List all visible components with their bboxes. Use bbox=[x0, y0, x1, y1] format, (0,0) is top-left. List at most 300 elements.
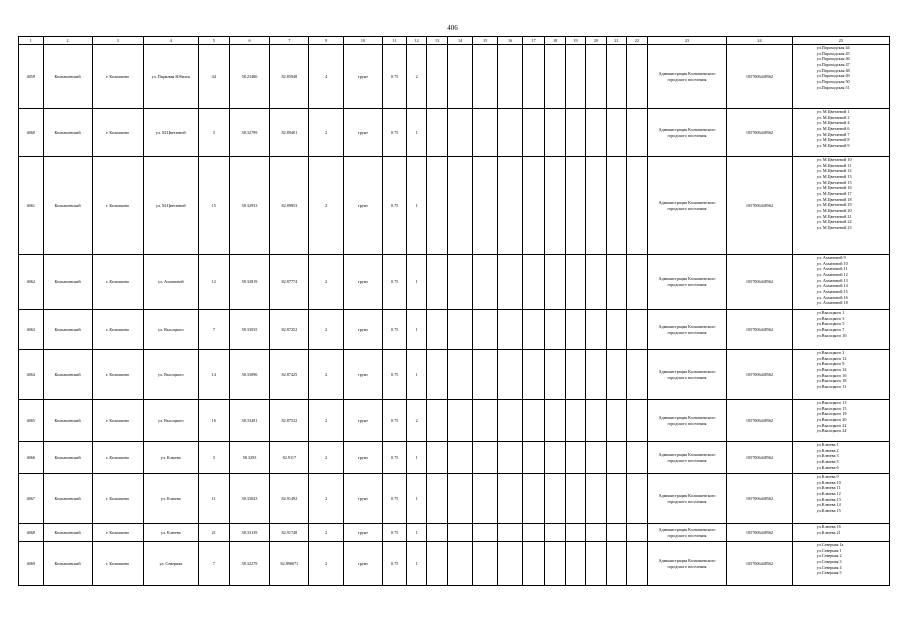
table-cell: 11 bbox=[198, 474, 229, 524]
table-row bbox=[19, 542, 890, 586]
table-cell: 1057006448562 bbox=[727, 474, 792, 524]
table-cell: 58.33139 bbox=[229, 524, 270, 542]
table-cell: Колпашевский bbox=[43, 442, 92, 474]
table-cell: 2 bbox=[407, 400, 426, 442]
table-cell bbox=[426, 255, 447, 310]
column-header: 6 bbox=[229, 37, 270, 45]
table-cell: 0.75 bbox=[382, 542, 407, 586]
table-cell: 2 bbox=[309, 310, 344, 350]
table-cell bbox=[498, 524, 523, 542]
street-address: ул.Северная 3 bbox=[816, 559, 842, 565]
table-cell: 82.87425 bbox=[270, 350, 309, 400]
table-cell: 1 bbox=[407, 157, 426, 255]
table-cell bbox=[472, 442, 498, 474]
table-cell: 82.87252 bbox=[270, 310, 309, 350]
table-cell bbox=[606, 542, 626, 586]
table-cell bbox=[545, 524, 565, 542]
column-header: 7 bbox=[270, 37, 309, 45]
street-address: ул.Клюева 21 bbox=[816, 529, 841, 535]
table-cell: 7 bbox=[198, 542, 229, 586]
street-address: ул. Ахматовой 10 bbox=[816, 260, 848, 266]
table-cell: Колпашевский bbox=[43, 542, 92, 586]
table-row bbox=[19, 45, 890, 109]
table-cell: 1057006448562 bbox=[727, 45, 792, 109]
table-cell: Колпашевский bbox=[43, 45, 92, 109]
table-cell: 58.33096 bbox=[229, 350, 270, 400]
street-address: ул. Ахматовой 11 bbox=[816, 266, 848, 272]
table-cell: грунт bbox=[344, 442, 383, 474]
table-cell bbox=[606, 524, 626, 542]
table-cell: 3 bbox=[198, 442, 229, 474]
street-address: ул.Пароходская 48 bbox=[816, 67, 850, 73]
table-cell: 0.75 bbox=[382, 400, 407, 442]
table-cell: Администрация Колпашевского городского поселения bbox=[647, 157, 727, 255]
table-cell bbox=[627, 255, 647, 310]
table-cell bbox=[627, 442, 647, 474]
street-address: ул. М.Цветаевой 22 bbox=[816, 219, 852, 225]
column-header: 24 bbox=[727, 37, 792, 45]
table-cell: 1 bbox=[407, 442, 426, 474]
street-address: ул.Высоцкого 16 bbox=[816, 372, 847, 378]
table-cell bbox=[472, 255, 498, 310]
table-cell: 82.87532 bbox=[270, 400, 309, 442]
table-cell: 1 bbox=[407, 474, 426, 524]
street-address: ул.Клюева 9 bbox=[816, 474, 839, 479]
table-cell bbox=[565, 400, 585, 442]
street-list-cell bbox=[792, 524, 889, 542]
street-address: ул.Клюева 1 bbox=[816, 442, 839, 447]
table-cell: 2 bbox=[407, 45, 426, 109]
street-address: ул. Ахматовой 18 bbox=[816, 300, 848, 306]
table-cell: Администрация Колпашевского городского поселения bbox=[647, 400, 727, 442]
table-cell bbox=[586, 310, 606, 350]
table-cell: 2 bbox=[309, 157, 344, 255]
table-cell: 1057006448562 bbox=[727, 400, 792, 442]
table-cell: Администрация Колпашевского городского поселения bbox=[647, 474, 727, 524]
street-address: ул. Ахматовой 9 bbox=[816, 255, 846, 260]
table-cell: 4069 bbox=[19, 542, 44, 586]
table-cell: 4068 bbox=[19, 524, 44, 542]
table-row bbox=[19, 524, 890, 542]
column-header: 9 bbox=[309, 37, 344, 45]
table-cell: 2 bbox=[309, 109, 344, 157]
table-cell: 82.89853 bbox=[270, 157, 309, 255]
table-cell bbox=[565, 442, 585, 474]
table-cell bbox=[448, 400, 473, 442]
table-cell bbox=[565, 350, 585, 400]
street-address: ул. М.Цветаевой 10 bbox=[816, 157, 852, 162]
street-address: ул. М.Цветаевой 21 bbox=[816, 213, 852, 219]
street-address: ул. М.Цветаевой 18 bbox=[816, 196, 852, 202]
street-address: ул.Высоцкого 7 bbox=[816, 327, 845, 333]
table-cell: 0.75 bbox=[382, 350, 407, 400]
street-address: ул. Ахматовой 12 bbox=[816, 272, 848, 278]
table-cell: 2 bbox=[309, 524, 344, 542]
table-cell: Администрация Колпашевского городского поселения bbox=[647, 442, 727, 474]
table-cell bbox=[448, 542, 473, 586]
table-cell: грунт bbox=[344, 474, 383, 524]
table-cell: 0.75 bbox=[382, 109, 407, 157]
table-cell: Администрация Колпашевского городского поселения bbox=[647, 45, 727, 109]
street-address: ул.Высоцкого 11 bbox=[816, 384, 847, 390]
street-address: ул.Высоцкого 22 bbox=[816, 422, 847, 428]
table-cell: 4062 bbox=[19, 255, 44, 310]
table-cell: 82.91492 bbox=[270, 474, 309, 524]
table-cell: 4061 bbox=[19, 157, 44, 255]
street-address: ул.Высоцкого 2 bbox=[816, 350, 845, 355]
street-address: ул. М.Цветаевой 1 bbox=[816, 109, 850, 114]
table-cell: грунт bbox=[344, 157, 383, 255]
table-cell bbox=[498, 157, 523, 255]
street-address: ул. М.Цветаевой 17 bbox=[816, 191, 852, 197]
table-cell bbox=[426, 109, 447, 157]
table-cell: грунт bbox=[344, 524, 383, 542]
table-cell bbox=[498, 474, 523, 524]
table-cell: г. Колпашево bbox=[92, 255, 143, 310]
table-cell: Администрация Колпашевского городского поселения bbox=[647, 524, 727, 542]
street-address: ул.Высоцкого 3 bbox=[816, 315, 845, 321]
table-cell bbox=[522, 350, 544, 400]
table-cell bbox=[448, 157, 473, 255]
table-cell: 1057006448562 bbox=[727, 157, 792, 255]
table-cell: 58.32819 bbox=[229, 255, 270, 310]
table-cell bbox=[606, 350, 626, 400]
table-cell: 4060 bbox=[19, 109, 44, 157]
table-cell bbox=[522, 157, 544, 255]
column-header: 23 bbox=[647, 37, 727, 45]
column-header: 18 bbox=[545, 37, 565, 45]
street-list-cell bbox=[792, 310, 889, 350]
table-cell: 0.75 bbox=[382, 310, 407, 350]
street-address: ул.Клюева 13 bbox=[816, 496, 841, 502]
column-header: 25 bbox=[792, 37, 889, 45]
street-address: ул.Высоцкого 12 bbox=[816, 355, 847, 361]
table-cell: 82.85948 bbox=[270, 45, 309, 109]
table-cell: 7 bbox=[198, 310, 229, 350]
table-cell bbox=[627, 542, 647, 586]
table-cell bbox=[472, 524, 498, 542]
street-address: ул.Высоцкого 15 bbox=[816, 405, 847, 411]
table-cell: 3 bbox=[198, 109, 229, 157]
street-address: ул. М.Цветаевой 2 bbox=[816, 114, 850, 120]
table-cell bbox=[545, 109, 565, 157]
table-cell: 0.75 bbox=[382, 45, 407, 109]
column-header: 4 bbox=[143, 37, 198, 45]
table-cell: г. Колпашево bbox=[92, 524, 143, 542]
table-cell bbox=[586, 524, 606, 542]
table-cell bbox=[426, 157, 447, 255]
table-cell: 16 bbox=[198, 400, 229, 442]
registry-table bbox=[18, 36, 890, 586]
table-cell bbox=[606, 45, 626, 109]
table-cell bbox=[565, 109, 585, 157]
table-cell: ул. Высоцкого bbox=[143, 310, 198, 350]
table-cell: г. Колпашево bbox=[92, 109, 143, 157]
table-cell: грунт bbox=[344, 350, 383, 400]
table-cell: Колпашевский bbox=[43, 310, 92, 350]
table-cell bbox=[448, 524, 473, 542]
table-cell bbox=[627, 350, 647, 400]
street-address: ул.Северная 1а bbox=[816, 542, 844, 547]
table-cell: г. Колпашево bbox=[92, 542, 143, 586]
street-address: ул. М.Цветаевой 15 bbox=[816, 179, 852, 185]
street-address: ул.Клюева 6 bbox=[816, 464, 839, 470]
street-address: ул. Ахматовой 13 bbox=[816, 277, 848, 283]
table-cell bbox=[448, 255, 473, 310]
column-header: 10 bbox=[344, 37, 383, 45]
table-cell: ул. Высоцкого bbox=[143, 400, 198, 442]
street-address: ул. Ахматовой 14 bbox=[816, 283, 848, 289]
street-address: ул. М.Цветаевой 13 bbox=[816, 174, 852, 180]
table-cell bbox=[426, 45, 447, 109]
column-header: 14 bbox=[448, 37, 473, 45]
table-cell: 1057006448562 bbox=[727, 442, 792, 474]
table-cell bbox=[472, 109, 498, 157]
column-header: 16 bbox=[498, 37, 523, 45]
table-cell: Колпашевский bbox=[43, 255, 92, 310]
street-address: ул.Пароходская 47 bbox=[816, 62, 850, 68]
street-address: ул.Клюева 10 bbox=[816, 479, 841, 485]
street-list-cell bbox=[792, 442, 889, 474]
table-row bbox=[19, 474, 890, 524]
table-cell: 2 bbox=[309, 442, 344, 474]
table-cell bbox=[472, 400, 498, 442]
table-cell bbox=[565, 45, 585, 109]
street-address: ул.Высоцкого 10 bbox=[816, 332, 847, 338]
table-row bbox=[19, 255, 890, 310]
street-address: ул.Клюева 16 bbox=[816, 524, 841, 529]
table-cell bbox=[627, 109, 647, 157]
table-cell bbox=[448, 350, 473, 400]
table-cell bbox=[606, 400, 626, 442]
table-cell bbox=[627, 474, 647, 524]
table-cell bbox=[522, 310, 544, 350]
table-cell: 0.75 bbox=[382, 255, 407, 310]
column-header: 5 bbox=[198, 37, 229, 45]
table-cell: 21 bbox=[198, 524, 229, 542]
street-address: ул.Пароходская 45 bbox=[816, 50, 850, 56]
table-cell bbox=[498, 255, 523, 310]
table-cell: 1 bbox=[407, 109, 426, 157]
table-cell: г. Колпашево bbox=[92, 45, 143, 109]
table-cell: 0.75 bbox=[382, 157, 407, 255]
table-row bbox=[19, 109, 890, 157]
table-cell: ул. М.Цветаевой bbox=[143, 157, 198, 255]
table-cell: грунт bbox=[344, 45, 383, 109]
table-cell bbox=[545, 310, 565, 350]
table-cell bbox=[448, 109, 473, 157]
table-cell: Администрация Колпашевского городского поселения bbox=[647, 310, 727, 350]
street-address: ул.Клюева 2 bbox=[816, 447, 839, 453]
table-row bbox=[19, 350, 890, 400]
street-address: ул.Высоцкого 1 bbox=[816, 310, 845, 315]
column-header: 1 bbox=[19, 37, 44, 45]
table-cell: г. Колпашево bbox=[92, 442, 143, 474]
table-cell bbox=[522, 45, 544, 109]
table-cell: 82.89401 bbox=[270, 109, 309, 157]
table-cell bbox=[545, 45, 565, 109]
table-cell: ул. Ахматовой bbox=[143, 255, 198, 310]
table-cell: 2 bbox=[309, 255, 344, 310]
table-cell bbox=[586, 45, 606, 109]
table-cell bbox=[426, 474, 447, 524]
table-cell: Колпашевский bbox=[43, 400, 92, 442]
table-cell: Администрация Колпашевского городского поселения bbox=[647, 255, 727, 310]
table-cell bbox=[426, 442, 447, 474]
table-cell bbox=[545, 350, 565, 400]
table-cell: 15 bbox=[198, 157, 229, 255]
street-address: ул. М.Цветаевой 6 bbox=[816, 126, 850, 132]
table-cell bbox=[426, 524, 447, 542]
table-cell bbox=[472, 45, 498, 109]
street-address: ул.Пароходская 46 bbox=[816, 56, 850, 62]
table-cell bbox=[606, 310, 626, 350]
table-cell bbox=[545, 400, 565, 442]
street-address: ул.Пароходская 49 bbox=[816, 73, 850, 79]
table-cell: 14 bbox=[198, 350, 229, 400]
table-cell: 4059 bbox=[19, 45, 44, 109]
street-address: ул.Северная 4 bbox=[816, 564, 842, 570]
table-cell bbox=[448, 45, 473, 109]
table-cell bbox=[426, 350, 447, 400]
street-address: ул.Высоцкого 14 bbox=[816, 367, 847, 373]
table-cell bbox=[545, 474, 565, 524]
table-cell: грунт bbox=[344, 310, 383, 350]
table-cell: Колпашевский bbox=[43, 157, 92, 255]
table-cell: Администрация Колпашевского городского поселения bbox=[647, 109, 727, 157]
table-cell bbox=[498, 45, 523, 109]
table-cell: 0.75 bbox=[382, 442, 407, 474]
column-header: 12 bbox=[407, 37, 426, 45]
table-cell bbox=[606, 255, 626, 310]
table-cell bbox=[606, 157, 626, 255]
table-cell: 1057006448562 bbox=[727, 524, 792, 542]
table-cell bbox=[565, 255, 585, 310]
street-address: ул.Клюева 3 bbox=[816, 453, 839, 459]
table-cell: 2 bbox=[309, 350, 344, 400]
table-cell bbox=[472, 474, 498, 524]
table-cell: 1057006448562 bbox=[727, 109, 792, 157]
table-cell: 58.33043 bbox=[229, 474, 270, 524]
table-cell: 82.9117 bbox=[270, 442, 309, 474]
table-cell: 1057006448562 bbox=[727, 310, 792, 350]
street-address: ул.Высоцкого 13 bbox=[816, 400, 847, 405]
table-cell: 58.32279 bbox=[229, 542, 270, 586]
column-header: 22 bbox=[627, 37, 647, 45]
street-list-cell bbox=[792, 350, 889, 400]
table-cell bbox=[472, 157, 498, 255]
table-cell bbox=[545, 255, 565, 310]
street-address: ул. М.Цветаевой 16 bbox=[816, 185, 852, 191]
table-cell bbox=[498, 442, 523, 474]
table-cell: 4067 bbox=[19, 474, 44, 524]
table-cell bbox=[565, 474, 585, 524]
table-cell: 44 bbox=[198, 45, 229, 109]
street-address: ул. М.Цветаевой 23 bbox=[816, 225, 852, 231]
table-cell: ул. Клюева bbox=[143, 524, 198, 542]
table-cell bbox=[448, 310, 473, 350]
table-cell bbox=[586, 400, 606, 442]
street-address: ул. М.Цветаевой 8 bbox=[816, 137, 850, 143]
table-cell: 0.75 bbox=[382, 524, 407, 542]
table-cell bbox=[522, 442, 544, 474]
table-cell bbox=[606, 109, 626, 157]
column-header: 2 bbox=[43, 37, 92, 45]
table-cell bbox=[565, 542, 585, 586]
street-list-cell bbox=[792, 109, 889, 157]
table-row bbox=[19, 400, 890, 442]
street-address: ул.Высоцкого 20 bbox=[816, 417, 847, 423]
street-list-cell bbox=[792, 255, 889, 310]
table-cell: г. Колпашево bbox=[92, 157, 143, 255]
street-address: ул. М.Цветаевой 4 bbox=[816, 120, 850, 126]
table-cell: грунт bbox=[344, 542, 383, 586]
table-cell: 1 bbox=[407, 524, 426, 542]
table-cell: 2 bbox=[309, 474, 344, 524]
column-header: 11 bbox=[382, 37, 407, 45]
table-cell bbox=[448, 442, 473, 474]
column-header: 13 bbox=[426, 37, 447, 45]
table-cell bbox=[498, 310, 523, 350]
street-address: ул.Высоцкого 24 bbox=[816, 428, 847, 434]
table-cell: 1 bbox=[407, 350, 426, 400]
table-cell: Колпашевский bbox=[43, 474, 92, 524]
table-cell bbox=[586, 350, 606, 400]
street-address: ул.Высоцкого 9 bbox=[816, 361, 845, 367]
table-cell: 2 bbox=[309, 400, 344, 442]
column-header: 3 bbox=[92, 37, 143, 45]
table-cell: ул. Клюева bbox=[143, 442, 198, 474]
table-cell bbox=[545, 157, 565, 255]
street-address: ул.Клюева 14 bbox=[816, 502, 841, 508]
table-cell: 1 bbox=[407, 542, 426, 586]
table-cell bbox=[586, 255, 606, 310]
table-cell: Колпашевский bbox=[43, 350, 92, 400]
table-cell bbox=[586, 109, 606, 157]
table-cell bbox=[522, 542, 544, 586]
table-cell: Администрация Колпашевского городского поселения bbox=[647, 350, 727, 400]
table-cell bbox=[472, 542, 498, 586]
table-cell bbox=[606, 442, 626, 474]
table-cell: 1 bbox=[407, 310, 426, 350]
street-address: ул. М.Цветаевой 11 bbox=[816, 162, 852, 168]
column-header: 21 bbox=[606, 37, 626, 45]
street-address: ул.Северная 1 bbox=[816, 547, 842, 553]
street-list-cell bbox=[792, 542, 889, 586]
table-cell bbox=[627, 524, 647, 542]
table-cell: грунт bbox=[344, 255, 383, 310]
table-cell: г. Колпашево bbox=[92, 350, 143, 400]
page-number: 406 bbox=[447, 24, 458, 32]
table-cell: 58.3293 bbox=[229, 442, 270, 474]
table-cell bbox=[522, 400, 544, 442]
street-list-cell bbox=[792, 400, 889, 442]
street-address: ул.Клюева 15 bbox=[816, 508, 841, 514]
table-cell: 58.32799 bbox=[229, 109, 270, 157]
table-cell: 1057006448562 bbox=[727, 255, 792, 310]
table-cell bbox=[426, 310, 447, 350]
table-row bbox=[19, 310, 890, 350]
table-cell bbox=[586, 474, 606, 524]
street-address: ул. М.Цветаевой 9 bbox=[816, 143, 850, 149]
street-address: ул.Пароходская 44 bbox=[816, 45, 850, 50]
table-cell bbox=[586, 157, 606, 255]
street-list-cell bbox=[792, 474, 889, 524]
table-cell: 2 bbox=[309, 542, 344, 586]
table-cell bbox=[627, 45, 647, 109]
table-row bbox=[19, 157, 890, 255]
table-cell: 1057006448562 bbox=[727, 350, 792, 400]
